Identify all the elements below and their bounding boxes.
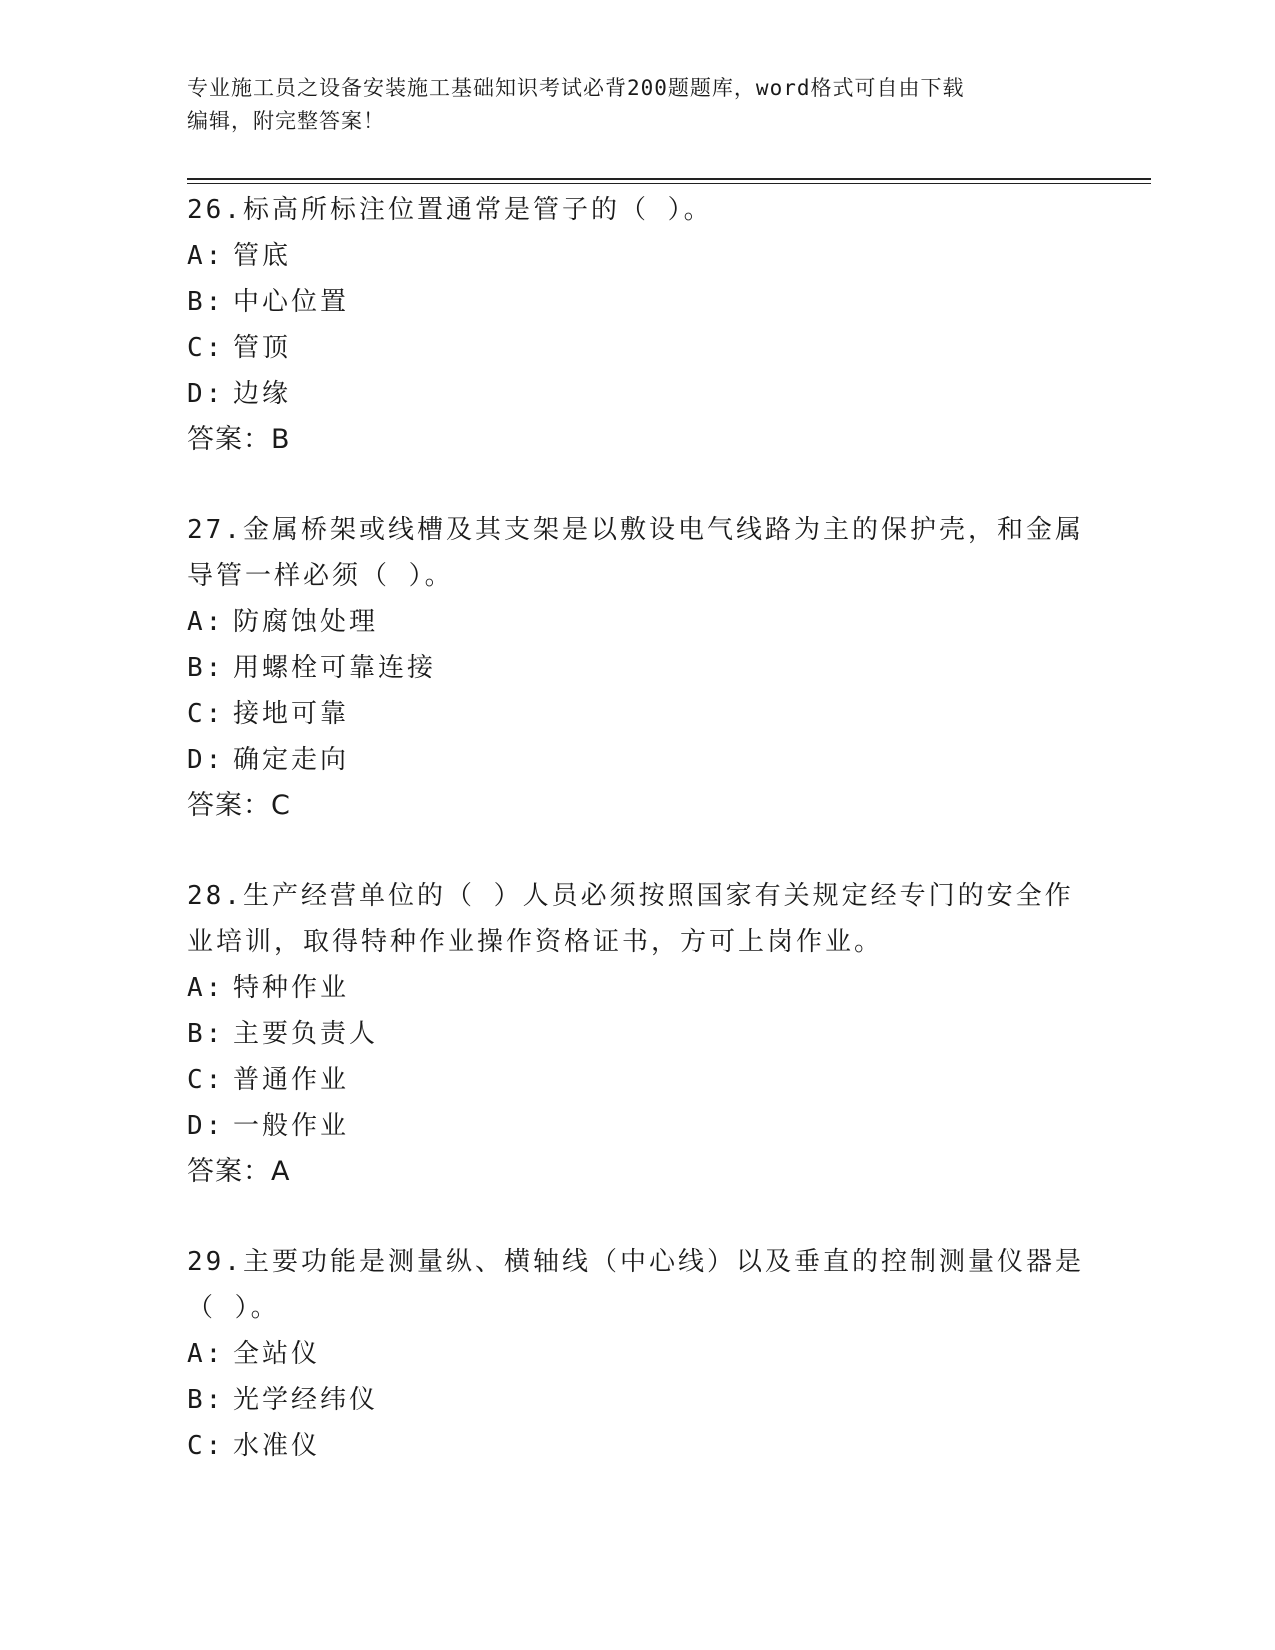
option-text: 边缘 (233, 379, 292, 409)
option-text: 防腐蚀处理 (233, 607, 379, 637)
question-stem-line: 29.主要功能是测量纵、横轴线（中心线）以及垂直的控制测量仪器是 (187, 1247, 1084, 1277)
header-divider-thick (187, 178, 1151, 180)
option-text: 接地可靠 (233, 699, 350, 729)
option-text: 管底 (233, 241, 292, 271)
option-text: 普通作业 (233, 1065, 350, 1095)
answer-line: 答案：A (187, 1156, 291, 1187)
answer-line: 答案：B (187, 424, 291, 455)
option-letter: A: (187, 1339, 225, 1369)
option-text: 确定走向 (233, 745, 350, 775)
option-letter: C: (187, 1065, 225, 1095)
question-stem-line: 业培训，取得特种作业操作资格证书，方可上岗作业。 (187, 927, 884, 957)
answer-line: 答案：C (187, 790, 291, 821)
option-letter: D: (187, 1111, 225, 1141)
option-letter: B: (187, 1385, 225, 1415)
option-letter: A: (187, 973, 225, 1003)
option-letter: C: (187, 1431, 225, 1461)
document-header (187, 72, 1087, 138)
option-letter: B: (187, 287, 225, 317)
question-28 (187, 873, 1087, 1195)
option-text: 管顶 (233, 333, 292, 363)
question-29 (187, 1239, 1087, 1469)
option-text: 用螺栓可靠连接 (233, 653, 437, 683)
option-letter: D: (187, 745, 225, 775)
option-a (187, 233, 1087, 279)
option-c (187, 325, 1087, 371)
option-text: 中心位置 (233, 287, 350, 317)
option-a (187, 1331, 1087, 1377)
option-text: 一般作业 (233, 1111, 350, 1141)
option-a (187, 599, 1087, 645)
option-letter: D: (187, 379, 225, 409)
option-d (187, 1103, 1087, 1149)
option-a (187, 965, 1087, 1011)
question-stem-line: 28.生产经营单位的（ ）人员必须按照国家有关规定经专门的安全作 (187, 881, 1074, 911)
question-list (187, 187, 1087, 1469)
option-letter: C: (187, 699, 225, 729)
option-letter: B: (187, 653, 225, 683)
header-divider-thin (187, 183, 1151, 184)
option-c (187, 1057, 1087, 1103)
option-text: 主要负责人 (233, 1019, 379, 1049)
option-b (187, 1377, 1087, 1423)
question-27 (187, 507, 1087, 829)
option-text: 全站仪 (233, 1339, 321, 1369)
option-c (187, 691, 1087, 737)
question-stem-line: 27.金属桥架或线槽及其支架是以敷设电气线路为主的保护壳，和金属 (187, 515, 1084, 545)
option-letter: C: (187, 333, 225, 363)
option-b (187, 279, 1087, 325)
option-b (187, 1011, 1087, 1057)
question-stem-line: 26.标高所标注位置通常是管子的（ ）。 (187, 195, 713, 225)
question-stem-line: （ ）。 (187, 1293, 280, 1323)
header-line-2: 编辑，附完整答案！ (187, 109, 385, 133)
option-d (187, 371, 1087, 417)
question-26 (187, 187, 1087, 463)
header-line-1: 专业施工员之设备安装施工基础知识考试必背200题题库，word格式可自由下载 (187, 76, 965, 100)
option-letter: A: (187, 241, 225, 271)
option-text: 光学经纬仪 (233, 1385, 379, 1415)
option-c (187, 1423, 1087, 1469)
option-b (187, 645, 1087, 691)
option-d (187, 737, 1087, 783)
option-text: 水准仪 (233, 1431, 321, 1461)
option-text: 特种作业 (233, 973, 350, 1003)
question-stem-line: 导管一样必须（ ）。 (187, 561, 454, 591)
option-letter: A: (187, 607, 225, 637)
option-letter: B: (187, 1019, 225, 1049)
